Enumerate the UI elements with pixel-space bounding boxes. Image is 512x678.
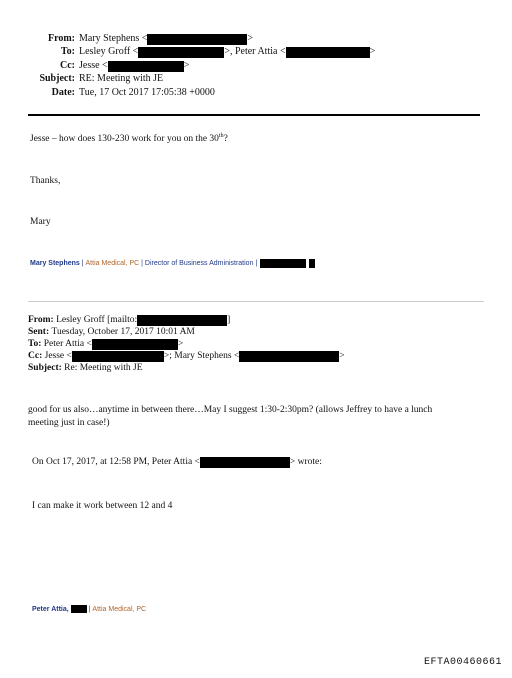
header-divider [28,114,480,116]
redaction-bar [147,34,247,45]
quoted-body: good for us also…anytime in between there…May I suggest 1:30-2:30pm? (allows Jeffrey to have a lunch meeting just in case!) [28,405,433,428]
date-text: Tue, 17 Oct 2017 17:05:38 +0000 [79,87,215,98]
quoted-to-row: To: Peter Attia < > [28,339,184,349]
subject-text: RE: Meeting with JE [79,73,164,84]
quoted-subject-label: Subject: [28,363,62,373]
redaction-bar [286,47,370,58]
signature-block-2: Peter Attia, | Attia Medical, PC [32,605,147,613]
from-name: Mary Stephens < [79,33,148,44]
redaction-bar [309,259,315,268]
signature-company: Attia Medical, PC [92,605,147,613]
to-label: To: [60,46,75,57]
to-name: Lesley Groff < [79,46,139,57]
message-signoff: Mary [30,217,51,227]
signature-company: Attia Medical, PC [85,260,140,267]
redaction-bar [108,61,184,72]
quoted-attribution: On Oct 17, 2017, at 12:58 PM, Peter Attia < > wrote: [32,457,322,467]
cc-name: Jesse < [79,60,108,71]
redaction-bar [137,315,227,326]
date-label: Date: [51,87,75,98]
quote-divider [28,301,484,302]
redaction-bar [260,259,306,268]
redaction-bar [92,339,178,350]
quoted-cc-label: Cc: [28,351,43,361]
message-line: Jesse – how does 130-230 work for you on the 30th? [30,133,228,145]
signature-block: Mary Stephens | Attia Medical, PC | Director of Business Administration | [30,259,315,268]
quoted-reply: I can make it work between 12 and 4 [32,501,173,511]
redaction-bar [239,351,339,362]
document-id: EFTA00460661 [423,657,502,668]
email-header: From: Mary Stephens < > To: Lesley Groff < >, Peter Attia < > Cc: Jesse < > Subject: RE: Meeting with JE Date: Tue, 17 Oct 2017 17:05:38 +0000 [39,33,376,98]
quoted-from-row: From: Lesley Groff [mailto: ] [28,315,231,325]
redaction-bar [71,605,87,613]
cc-label: Cc: [60,60,75,71]
quoted-subject-row: Subject: Re: Meeting with JE [28,363,143,373]
quoted-sent-label: Sent: [28,327,50,337]
signature-name: Mary Stephens [30,260,80,267]
quoted-cc-row: Cc: Jesse < >; Mary Stephens < > [28,351,345,361]
message-thanks: Thanks, [30,176,61,186]
signature-name: Peter Attia, [32,605,69,613]
signature-role: Director of Business Administration [144,260,254,267]
subject-label: Subject: [39,73,75,84]
redaction-bar [200,457,290,468]
quoted-sent-row: Sent: Tuesday, October 17, 2017 10:01 AM [28,327,195,337]
quoted-from-label: From: [28,315,54,325]
redaction-bar [138,47,224,58]
quoted-to-label: To: [28,339,42,349]
from-label: From: [47,33,75,44]
redaction-bar [72,351,164,362]
